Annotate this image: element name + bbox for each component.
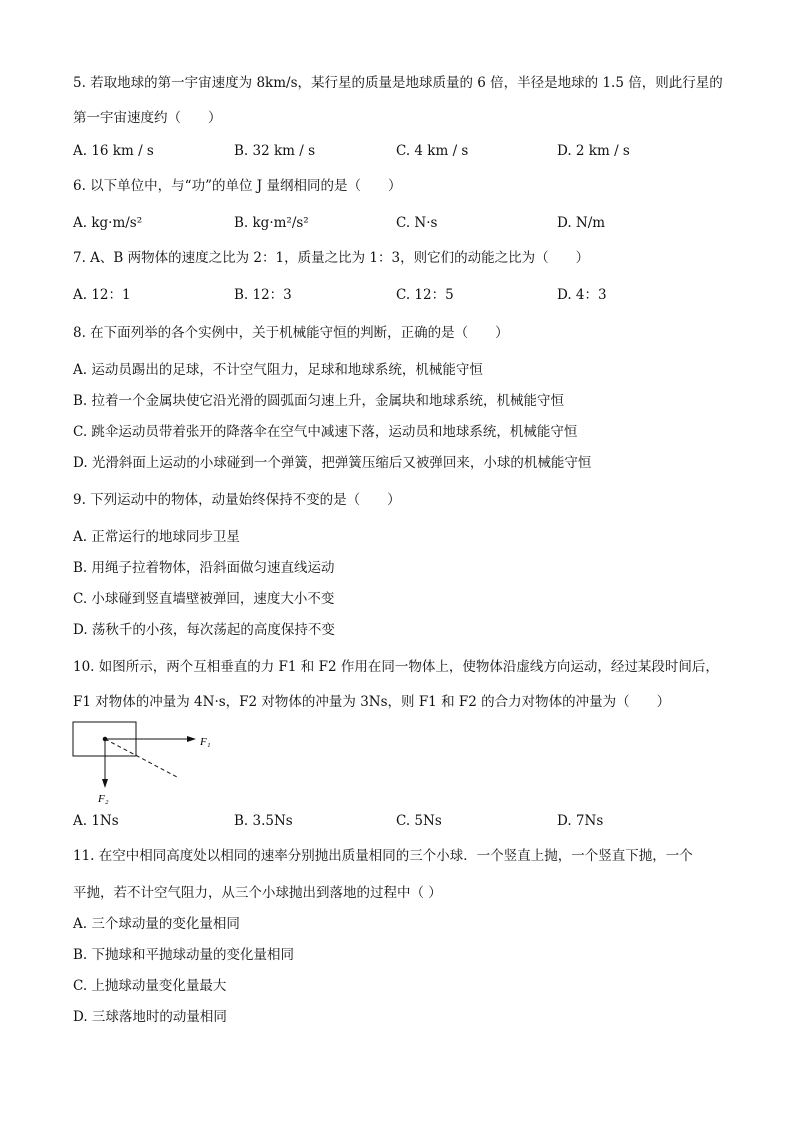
q5-option-a: A. 16 km / s [73,143,154,159]
q6-option-d: D. N/m [557,215,606,231]
q11-option-d: D. 三球落地时的动量相同 [73,1009,227,1025]
f1-arrowhead [187,736,196,742]
motion-dashed-line [105,739,177,777]
q8-option-b: B. 拉着一个金属块使它沿光滑的圆弧面匀速上升，金属块和地球系统，机械能守恒 [73,393,565,409]
q8-option-a: A. 运动员踢出的足球，不计空气阻力，足球和地球系统，机械能守恒 [73,362,483,378]
q8-option-c: C. 跳伞运动员带着张开的降落伞在空气中减速下落，运动员和地球系统，机械能守恒 [73,424,578,440]
q7-option-a: A. 12：1 [73,287,131,303]
q11-stem-line1: 11. 在空中相同高度处以相同的速率分别抛出质量相同的三个小球．一个竖直上抛，一个竖直下抛，一个 [73,848,693,864]
q11-option-a: A. 三个球动量的变化量相同 [73,916,240,932]
q9-option-a: A. 正常运行的地球同步卫星 [73,529,240,545]
q6-option-c: C. N·s [396,215,438,231]
q6-option-a: A. kg·m/s² [73,215,143,231]
q5-stem-line2: 第一宇宙速度约（ ） [73,110,222,126]
q9-option-c: C. 小球碰到竖直墙壁被弹回，速度大小不变 [73,591,335,607]
q7-stem: 7. A、B 两物体的速度之比为 2：1，质量之比为 1：3，则它们的动能之比为（ ） [73,250,590,266]
f1-label: F₁ [200,736,211,748]
q10-option-a: A. 1Ns [73,813,119,829]
q10-option-b: B. 3.5Ns [234,813,293,829]
f2-arrowhead [102,779,108,788]
q9-option-d: D. 荡秋千的小孩，每次荡起的高度保持不变 [73,622,335,638]
q5-stem-line1: 5. 若取地球的第一宇宙速度为 8km/s，某行星的质量是地球质量的 6 倍，半径是地球的 1.5 倍，则此行星的 [73,75,723,91]
q5-option-b: B. 32 km / s [234,143,316,159]
q6-option-b: B. kg·m²/s² [234,215,309,231]
q10-option-d: D. 7Ns [557,813,604,829]
q10-option-c: C. 5Ns [396,813,442,829]
q5-option-d: D. 2 km / s [557,143,630,159]
q11-stem-line2: 平抛，若不计空气阻力，从三个小球抛出到落地的过程中（ ） [73,885,442,901]
q9-stem: 9. 下列运动中的物体，动量始终保持不变的是（ ） [73,492,401,508]
q10-stem-line2: F1 对物体的冲量为 4N·s，F2 对物体的冲量为 3Ns，则 F1 和 F2 的合力对物体的冲量为（ ） [73,694,671,710]
q8-stem: 8. 在下面列举的各个实例中，关于机械能守恒的判断，正确的是（ ） [73,325,509,341]
force-diagram [70,714,230,814]
force-diagram-svg [70,714,230,814]
q8-option-d: D. 光滑斜面上运动的小球碰到一个弹簧，把弹簧压缩后又被弹回来，小球的机械能守恒 [73,455,592,471]
f2-label: F₂ [98,793,109,805]
q9-option-b: B. 用绳子拉着物体，沿斜面做匀速直线运动 [73,560,335,576]
q11-option-c: C. 上抛球动量变化量最大 [73,978,227,994]
q5-option-c: C. 4 km / s [396,143,469,159]
q10-stem-line1: 10. 如图所示，两个互相垂直的力 F1 和 F2 作用在同一物体上，使物体沿虚线方向运动，经过某段时间后， [73,659,719,675]
q7-option-c: C. 12：5 [396,287,454,303]
q6-stem: 6. 以下单位中，与“功”的单位 J 量纲相同的是（ ） [73,178,402,194]
q7-option-d: D. 4：3 [557,287,607,303]
q11-option-b: B. 下抛球和平抛球动量的变化量相同 [73,947,295,963]
q7-option-b: B. 12：3 [234,287,292,303]
